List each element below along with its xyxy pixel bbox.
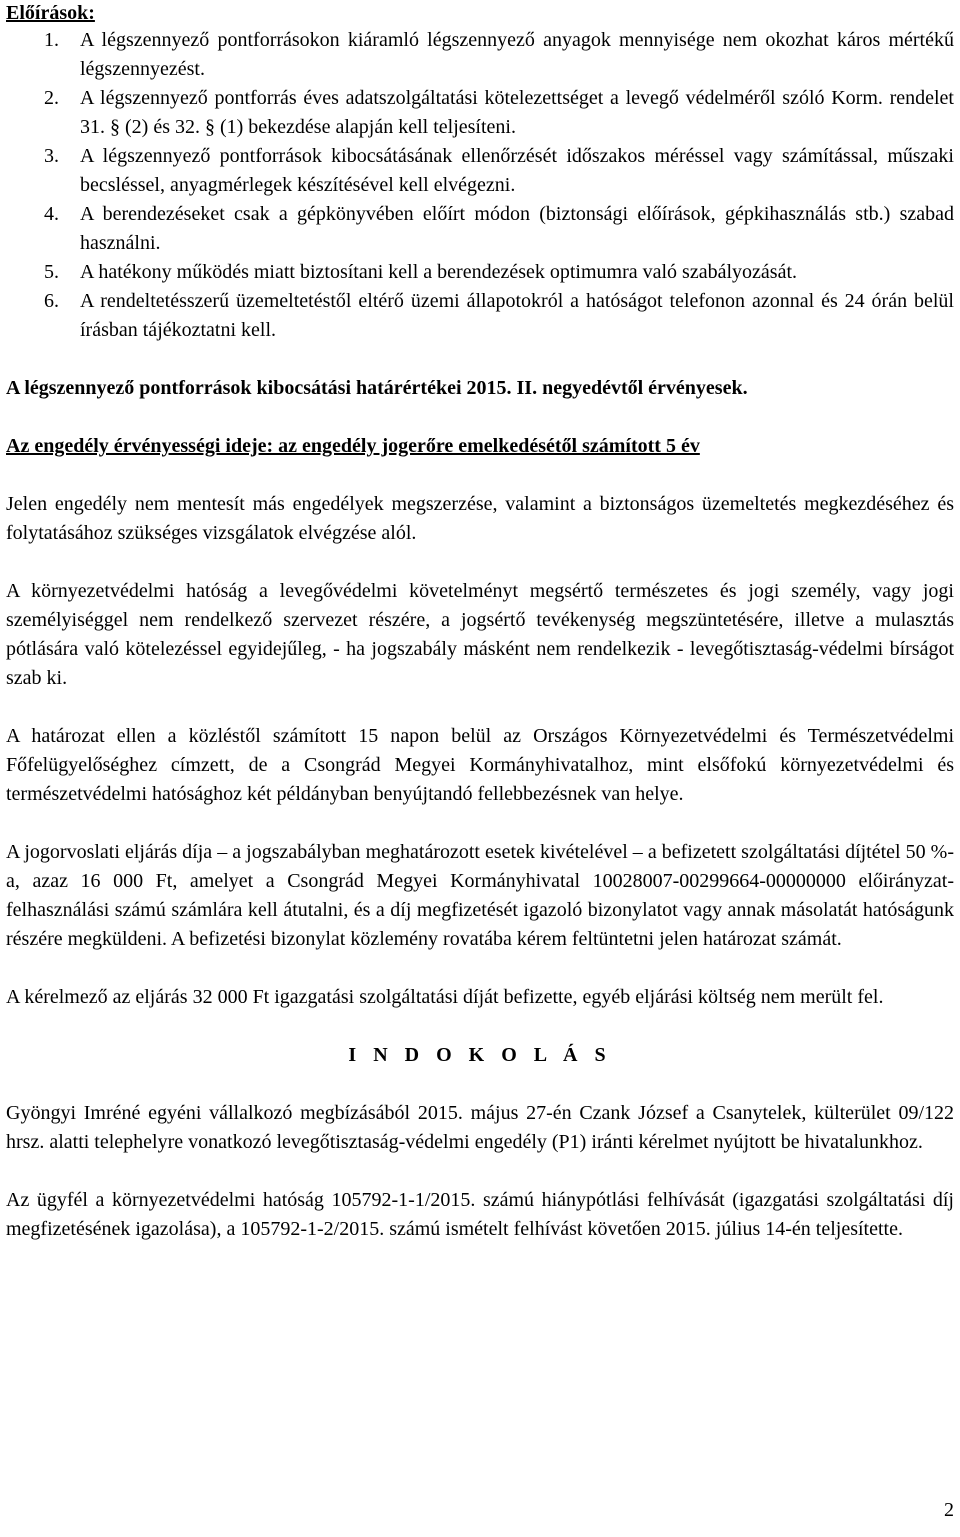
document-page (6, 0, 954, 1244)
rule-number: 2. (44, 87, 59, 109)
rule-text: A légszennyező pontforrások kibocsátásának ellenőrzését időszakos méréssel vagy számítással, műszaki becsléssel, anyagmérlegek készítésével kell elvégezni. (80, 145, 954, 196)
appeal-paragraph: A határozat ellen a közléstől számított 15 napon belül az Országos Környezetvédelmi és Természetvédelmi Főfelügyelőséghez címzett, de a Csongrád Megyei Kormányhivatalhoz, mint elsőfokú környezetvédelmi és természetvédelmi hatósághoz két példányban benyújtandó fellebbezésnek van helye. (6, 725, 954, 805)
rule-number: 4. (44, 203, 59, 225)
rule-number: 5. (44, 261, 59, 283)
rule-text: A berendezéseket csak a gépkönyvében előírt módon (biztonsági előírások, gépkihasználás stb.) szabad használni. (80, 203, 954, 254)
reasoning-completion-paragraph: Az ügyfél a környezetvédelmi hatóság 105792-1-1/2015. számú hiánypótlási felhívását (igazgatási szolgáltatási díj megfizetésének igazolása), a 105792-1-2/2015. számú ismételt felhívást követően 2015. július 14-én teljesítette. (6, 1189, 954, 1240)
validity-statement: Az engedély érvényességi ideje: az engedély jogerőre emelkedésétől számított 5 év (6, 435, 700, 457)
rule-text: A légszennyező pontforrásokon kiáramló légszennyező anyagok mennyisége nem okozhat káros mértékű légszennyezést. (80, 29, 954, 80)
reasoning-title: I N D O K O L Á S (348, 1044, 612, 1066)
section-heading: Előírások: (6, 2, 95, 24)
rule-text: A légszennyező pontforrás éves adatszolgáltatási kötelezettséget a levegő védelméről szóló Korm. rendelet 31. § (2) és 32. § (1) bekezdése alapján kell teljesíteni. (80, 87, 954, 138)
rules-list (6, 26, 954, 345)
penalty-paragraph: A környezetvédelmi hatóság a levegővédelmi követelményt megsértő természetes és jogi személy, vagy jogi személyiséggel nem rendelkező szervezet részére, a jogsértő tevékenység megszüntetésére, illetve a mulasztás pótlására való kötelezéssel egyidejűleg, - ha jogszabály másként nem rendelkezik - levegőtisztaság-védelmi bírságot szab ki. (6, 580, 954, 689)
paid-paragraph: A kérelmező az eljárás 32 000 Ft igazgatási szolgáltatási díját befizette, egyéb eljárási költség nem merült fel. (6, 986, 884, 1008)
rule-item (6, 200, 954, 258)
rule-text: A hatékony működés miatt biztosítani kell a berendezések optimumra való szabályozását. (80, 261, 798, 283)
rule-item (6, 287, 954, 345)
rule-item (6, 26, 954, 84)
rule-number: 6. (44, 290, 59, 312)
rule-text: A rendeltetésszerű üzemeltetéstől eltérő üzemi állapotokról a hatóságot telefonon azonnal és 24 órán belül írásban tájékoztatni kell. (80, 290, 954, 341)
reasoning-request-paragraph: Gyöngyi Imréné egyéni vállalkozó megbízásából 2015. május 27-én Czank József a Csanytelek, külterület 09/122 hrsz. alatti telephelyre vonatkozó levegőtisztaság-védelmi engedély (P1) iránti kérelmet nyújtott be hivatalunkhoz. (6, 1102, 954, 1153)
exemption-paragraph: Jelen engedély nem mentesít más engedélyek megszerzése, valamint a biztonságos üzemeltetés megkezdéséhez és folytatásához szükséges vizsgálatok elvégzése alól. (6, 493, 954, 544)
page-number: 2 (944, 1499, 954, 1521)
rule-item (6, 142, 954, 200)
rule-item (6, 258, 954, 287)
fee-paragraph: A jogorvoslati eljárás díja – a jogszabályban meghatározott esetek kivételével – a befizetett szolgáltatási díjtétel 50 %-a, azaz 16 000 Ft, amelyet a Csongrád Megyei Kormányhivatal 10028007-00299664-00000000 előirányzat-felhasználási számú számlára kell átutalni, és a díj megfizetését igazoló bizonylatot vagy annak másolatát hatóságunk részére megküldeni. A befizetési bizonylat közlemény rovatába kérem feltüntetni jelen határozat számát. (6, 841, 954, 950)
rule-item (6, 84, 954, 142)
limits-notice: A légszennyező pontforrások kibocsátási határértékei 2015. II. negyedévtől érvényesek. (6, 377, 748, 399)
rule-number: 1. (44, 29, 59, 51)
rule-number: 3. (44, 145, 59, 167)
